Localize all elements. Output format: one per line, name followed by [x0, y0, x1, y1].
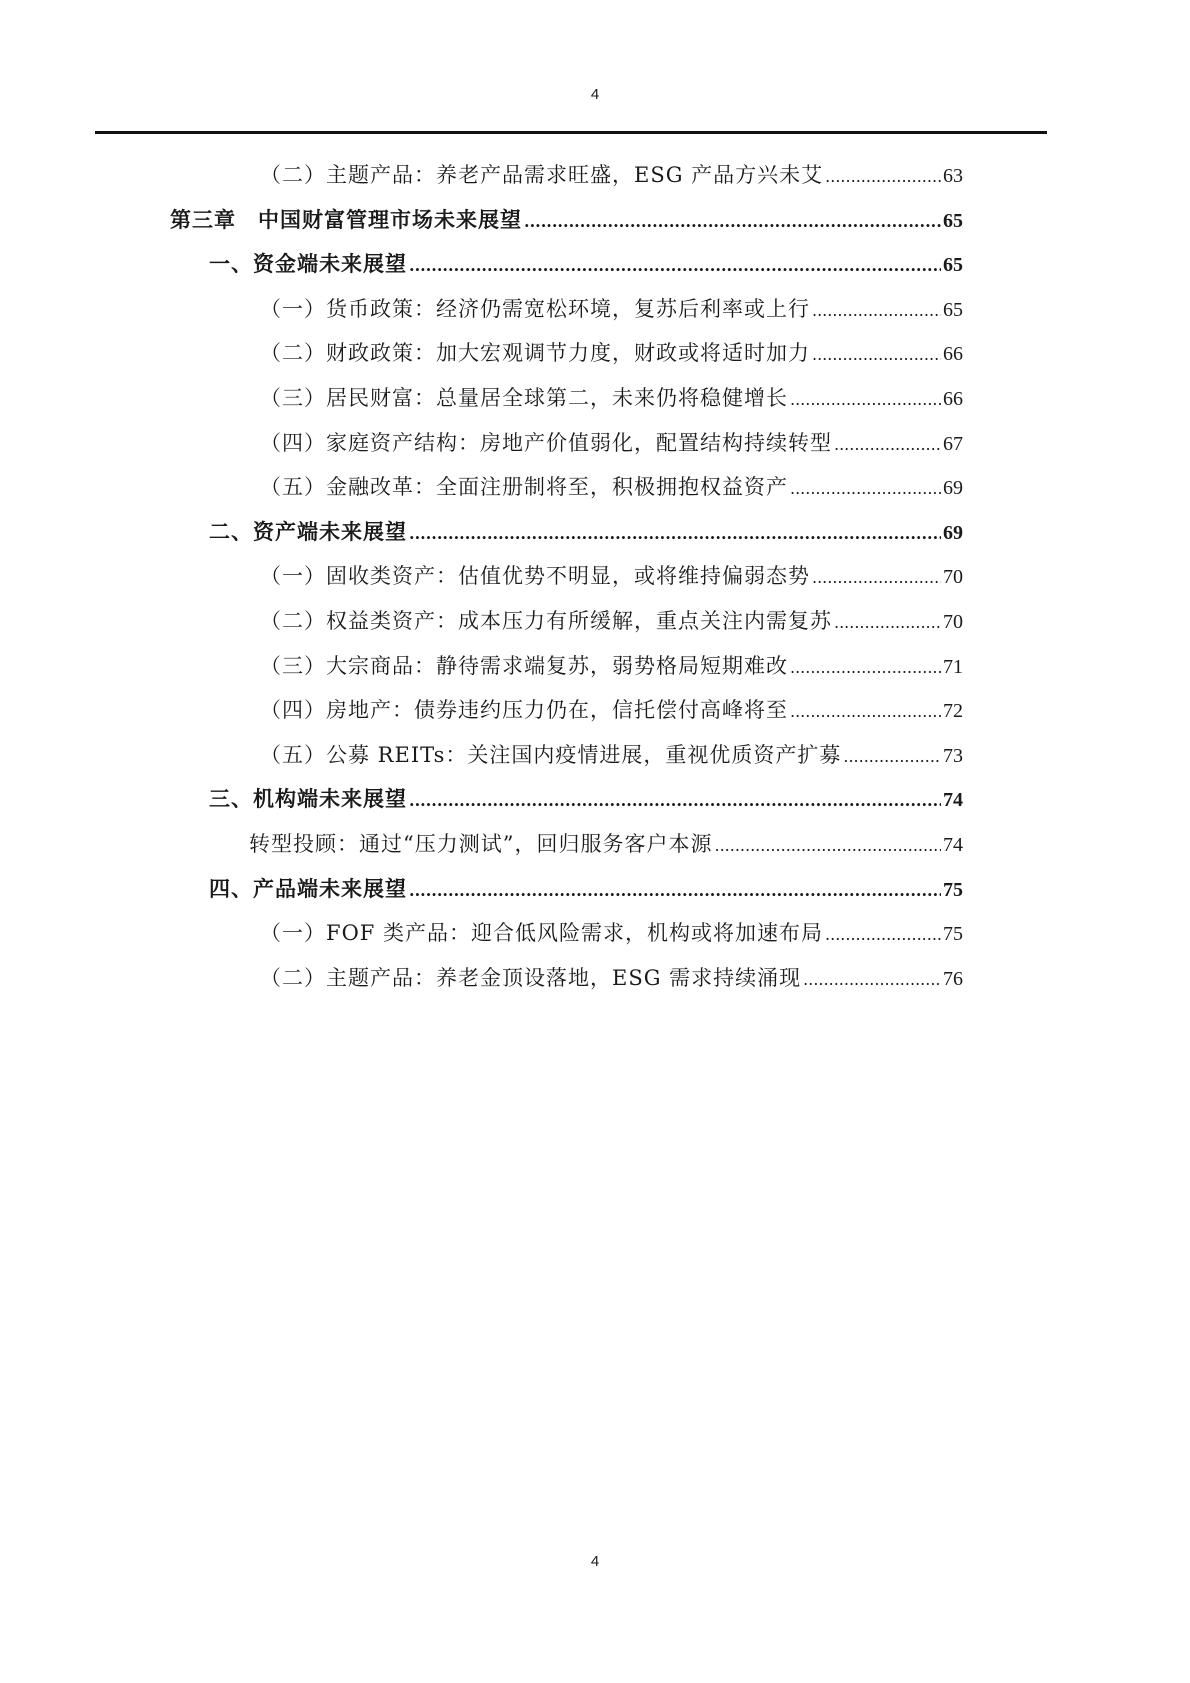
- toc-entry-page: 65: [943, 298, 963, 321]
- toc-entry[interactable]: [260, 913, 963, 953]
- dot-leader: [409, 871, 941, 911]
- dot-leader: [714, 826, 941, 866]
- toc-entry-page: 74: [943, 789, 963, 812]
- toc-entry-page: 71: [943, 655, 963, 678]
- toc-entry-title: （一）固收类资产：估值优势不明显，或将维持偏弱态势: [260, 564, 810, 589]
- toc-entry-title: （一）货币政策：经济仍需宽松环境，复苏后利率或上行: [260, 296, 810, 321]
- toc-entry[interactable]: [170, 200, 963, 240]
- dot-leader: [790, 380, 941, 420]
- toc-entry-page: 65: [943, 209, 963, 232]
- toc-entry-page: 74: [943, 834, 963, 856]
- toc-entry-page: 70: [943, 611, 963, 633]
- toc-entry[interactable]: [260, 289, 963, 329]
- toc-entry-page: 65: [943, 254, 963, 277]
- toc-entry[interactable]: [249, 824, 963, 864]
- dot-leader: [790, 692, 941, 732]
- toc-entry-page: 66: [943, 388, 963, 410]
- dot-leader: [825, 157, 941, 197]
- toc-entry[interactable]: [209, 869, 963, 909]
- dot-leader: [409, 781, 941, 821]
- toc-entry-page: 75: [943, 878, 963, 901]
- toc-entry-title: （五）公募 REITs：关注国内疫情进展，重视优质资产扩募: [260, 742, 842, 767]
- dot-leader: [790, 648, 941, 688]
- toc-entry[interactable]: [260, 467, 963, 507]
- toc-entry-page: 69: [943, 477, 963, 500]
- toc-entry-title: （四）房地产：债券违约压力仍在，信托偿付高峰将至: [260, 698, 788, 723]
- toc-entry-page: 69: [943, 521, 963, 544]
- dot-leader: [812, 335, 941, 375]
- toc-entry[interactable]: [260, 958, 963, 998]
- toc-entry-title: （二）主题产品：养老产品需求旺盛，ESG 产品方兴未艾: [260, 163, 824, 187]
- toc-entry-title: （一）FOF 类产品：迎合低风险需求，机构或将加速布局: [260, 921, 824, 946]
- dot-leader: [834, 603, 941, 643]
- toc-entry[interactable]: [260, 735, 963, 775]
- dot-leader: [812, 291, 941, 331]
- toc-entry[interactable]: [260, 556, 963, 596]
- dot-leader: [409, 246, 941, 286]
- toc-entry-title: （二）主题产品：养老金顶设落地，ESG 需求持续涌现: [260, 965, 802, 990]
- toc-entry-title: 第三章 中国财富管理市场未来展望: [170, 206, 522, 232]
- toc-entry-title: 四、产品端未来展望: [209, 875, 407, 901]
- dot-leader: [790, 469, 941, 509]
- toc-entry-title: 一、资金端未来展望: [209, 251, 407, 277]
- toc-entry-title: （五）金融改革：全面注册制将至，积极拥抱权益资产: [260, 475, 788, 500]
- toc-entry-page: 73: [943, 744, 963, 767]
- toc-entry-page: 70: [943, 566, 963, 589]
- toc-entry[interactable]: [260, 333, 963, 373]
- toc-entry-page: 76: [943, 967, 963, 990]
- toc-entry-page: 72: [943, 700, 963, 723]
- toc-entry-title: 二、资产端未来展望: [209, 518, 407, 544]
- toc-entry-page: 75: [943, 923, 963, 946]
- toc-entry-page: 67: [943, 432, 963, 455]
- toc-entry[interactable]: [260, 601, 963, 641]
- toc-entry-page: 63: [943, 165, 963, 187]
- toc-entry[interactable]: [260, 155, 963, 195]
- toc-entry-title: （三）居民财富：总量居全球第二，未来仍将稳健增长: [260, 386, 788, 410]
- toc-entry-title: （三）大宗商品：静待需求端复苏，弱势格局短期难改: [260, 653, 788, 678]
- header-page-number: 4: [590, 86, 600, 103]
- toc-entry-title: 转型投顾：通过“压力测试”，回归服务客户本源: [249, 832, 713, 856]
- dot-leader: [825, 915, 941, 955]
- toc-entry-page: 66: [943, 343, 963, 366]
- dot-leader: [834, 425, 941, 465]
- toc-entry[interactable]: [209, 244, 963, 284]
- footer-page-number: 4: [590, 1553, 600, 1570]
- dot-leader: [843, 737, 941, 777]
- dot-leader: [409, 514, 941, 554]
- toc-entry-title: （二）财政政策：加大宏观调节力度，财政或将适时加力: [260, 341, 810, 366]
- toc-entry[interactable]: [260, 423, 963, 463]
- toc-entry[interactable]: [209, 512, 963, 552]
- toc-entry[interactable]: [260, 378, 963, 418]
- toc-entry[interactable]: [209, 779, 963, 819]
- dot-leader: [812, 558, 941, 598]
- header-rule: [95, 131, 1047, 134]
- toc-entry-title: 三、机构端未来展望: [209, 786, 407, 812]
- toc-entry-title: （四）家庭资产结构：房地产价值弱化，配置结构持续转型: [260, 430, 832, 455]
- dot-leader: [524, 202, 941, 242]
- toc-entry[interactable]: [260, 646, 963, 686]
- toc-entry[interactable]: [260, 690, 963, 730]
- dot-leader: [803, 960, 941, 1000]
- toc-entry-title: （二）权益类资产：成本压力有所缓解，重点关注内需复苏: [260, 609, 832, 633]
